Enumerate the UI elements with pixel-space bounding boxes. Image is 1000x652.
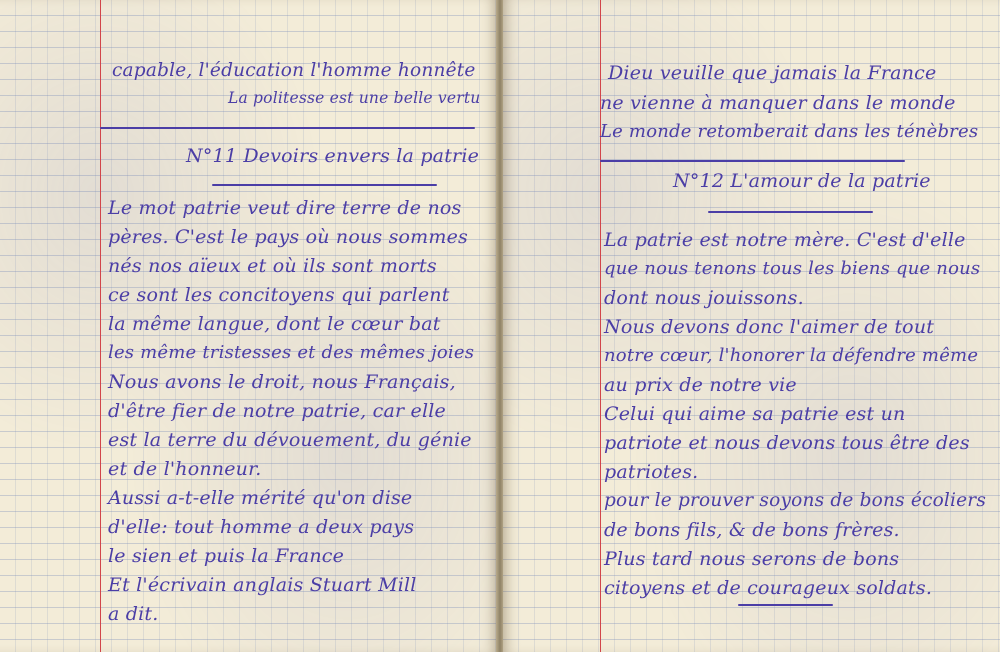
left-body-line: Le mot patrie veut dire terre de nos bbox=[108, 197, 462, 219]
left-body-line: pères. C'est le pays où nous sommes bbox=[108, 226, 469, 248]
right-intro-line: ne vienne à manquer dans le monde bbox=[600, 92, 956, 114]
left-body-line: ce sont les concitoyens qui parlent bbox=[108, 284, 450, 306]
left-divider bbox=[100, 127, 475, 129]
right-body-line: patriotes. bbox=[604, 461, 699, 483]
right-intro-line: Le monde retomberait dans les ténèbres bbox=[600, 121, 979, 142]
left-body-line: Aussi a-t-elle mérité qu'on dise bbox=[108, 487, 413, 509]
right-body-line: citoyens et de courageux soldats. bbox=[604, 577, 933, 599]
left-body-line: Nous avons le droit, nous Français, bbox=[108, 371, 456, 393]
right-body-line: de bons fils, & de bons frères. bbox=[604, 519, 900, 541]
left-body-line: Et l'écrivain anglais Stuart Mill bbox=[108, 574, 417, 596]
left-intro-line-2: La politesse est une belle vertu bbox=[228, 89, 481, 107]
right-body-line: Plus tard nous serons de bons bbox=[604, 548, 900, 570]
right-body-line: patriote et nous devons tous être des bbox=[604, 432, 970, 454]
right-body-line: que nous tenons tous les biens que nous bbox=[604, 258, 981, 279]
right-body-line: Nous devons donc l'aimer de tout bbox=[604, 316, 935, 338]
right-divider bbox=[600, 160, 905, 162]
right-end-rule bbox=[738, 604, 833, 606]
right-body-line: Celui qui aime sa patrie est un bbox=[604, 403, 906, 425]
left-body-line: a dit. bbox=[108, 603, 159, 625]
left-body-line: d'être fier de notre patrie, car elle bbox=[108, 400, 446, 422]
left-body-line: d'elle: tout homme a deux pays bbox=[108, 516, 415, 538]
right-lesson-title: N°12 L'amour de la patrie bbox=[673, 170, 931, 192]
right-body-line: notre cœur, l'honorer la défendre même bbox=[604, 345, 979, 366]
left-intro-line-1: capable, l'éducation l'homme honnête bbox=[112, 60, 476, 81]
right-title-underline bbox=[708, 211, 873, 213]
right-page bbox=[503, 0, 1000, 652]
left-title-underline bbox=[212, 184, 437, 186]
left-lesson-title: N°11 Devoirs envers la patrie bbox=[186, 145, 480, 167]
left-margin-line bbox=[100, 0, 101, 652]
right-body-line: pour le prouver soyons de bons écoliers bbox=[604, 490, 987, 511]
left-body-line: est la terre du dévouement, du génie bbox=[108, 429, 472, 451]
left-body-line: et de l'honneur. bbox=[108, 458, 262, 480]
left-body-line: nés nos aïeux et où ils sont morts bbox=[108, 255, 437, 277]
left-page bbox=[0, 0, 497, 652]
left-body-line: les même tristesses et des mêmes joies bbox=[108, 342, 475, 363]
right-intro-line: Dieu veuille que jamais la France bbox=[608, 62, 937, 84]
left-body-line: la même langue, dont le cœur bat bbox=[108, 313, 441, 335]
right-body-line: La patrie est notre mère. C'est d'elle bbox=[604, 229, 966, 251]
left-body-line: le sien et puis la France bbox=[108, 545, 345, 567]
right-body-line: au prix de notre vie bbox=[604, 374, 797, 396]
right-body-line: dont nous jouissons. bbox=[604, 287, 804, 309]
